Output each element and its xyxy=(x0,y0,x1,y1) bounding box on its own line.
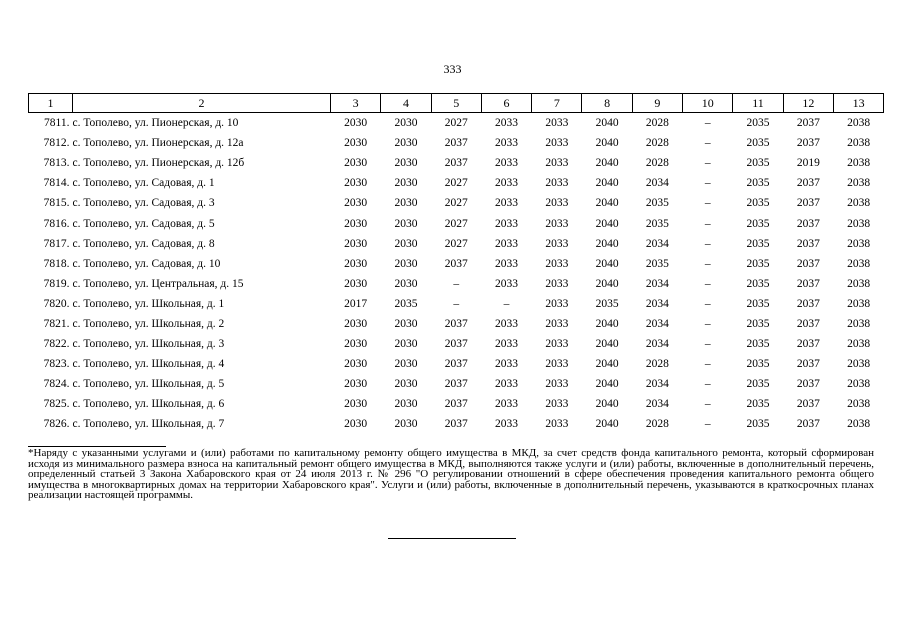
year-cell: 2038 xyxy=(847,257,871,270)
year-cell: 2030 xyxy=(344,177,368,190)
year-cell: 2040 xyxy=(595,117,619,130)
year-cell: 2035 xyxy=(645,197,669,210)
year-cell: 2030 xyxy=(394,117,418,130)
year-cell: 2030 xyxy=(344,277,368,290)
year-cell: 2033 xyxy=(545,157,569,170)
year-cell: 2037 xyxy=(444,157,468,170)
year-cell: 2035 xyxy=(645,217,669,230)
address-cell: с. Тополево, ул. Школьная, д. 3 xyxy=(72,338,225,351)
year-cell: 2038 xyxy=(847,177,871,190)
year-cell: – xyxy=(453,277,460,290)
year-cell: 2033 xyxy=(545,277,569,290)
table-row xyxy=(29,374,884,394)
address-cell: с. Тополево, ул. Садовая, д. 8 xyxy=(72,237,215,250)
year-cell: 2038 xyxy=(847,338,871,351)
year-cell: 2038 xyxy=(847,317,871,330)
year-cell: 2037 xyxy=(444,418,468,431)
year-cell: 2033 xyxy=(495,358,519,371)
address-cell: с. Тополево, ул. Школьная, д. 7 xyxy=(72,418,225,431)
year-cell: 2030 xyxy=(394,257,418,270)
year-cell: – xyxy=(704,177,711,190)
year-cell: 2038 xyxy=(847,418,871,431)
year-cell: 2027 xyxy=(444,117,468,130)
column-header: 11 xyxy=(733,94,783,113)
year-cell: – xyxy=(704,197,711,210)
year-cell: 2030 xyxy=(344,358,368,371)
year-cell: 2038 xyxy=(847,277,871,290)
year-cell: 2038 xyxy=(847,197,871,210)
end-divider xyxy=(388,538,516,539)
year-cell: 2033 xyxy=(495,197,519,210)
year-cell: 2030 xyxy=(344,157,368,170)
year-cell: 2035 xyxy=(746,338,770,351)
year-cell: 2033 xyxy=(495,157,519,170)
year-cell: 2033 xyxy=(545,117,569,130)
row-number-cell: 7822. xyxy=(43,338,70,351)
year-cell: 2035 xyxy=(746,157,770,170)
year-cell: 2040 xyxy=(595,137,619,150)
year-cell: – xyxy=(704,418,711,431)
page-number: 333 xyxy=(443,62,462,76)
year-cell: 2033 xyxy=(495,378,519,391)
table-row xyxy=(29,354,884,374)
year-cell: 2033 xyxy=(545,358,569,371)
year-cell: 2035 xyxy=(394,297,418,310)
year-cell: 2035 xyxy=(595,297,619,310)
column-header: 2 xyxy=(73,94,331,113)
year-cell: 2037 xyxy=(444,378,468,391)
year-cell: 2033 xyxy=(495,117,519,130)
year-cell: 2033 xyxy=(495,277,519,290)
row-number-cell: 7814. xyxy=(43,177,70,190)
year-cell: 2038 xyxy=(847,237,871,250)
year-cell: 2030 xyxy=(344,317,368,330)
year-cell: 2040 xyxy=(595,338,619,351)
year-cell: 2030 xyxy=(394,317,418,330)
table-row xyxy=(29,334,884,354)
address-cell: с. Тополево, ул. Пионерская, д. 12б xyxy=(72,157,245,170)
table-row xyxy=(29,173,884,193)
year-cell: 2034 xyxy=(645,297,669,310)
address-cell: с. Тополево, ул. Школьная, д. 6 xyxy=(72,398,225,411)
year-cell: 2019 xyxy=(796,157,820,170)
year-cell: 2038 xyxy=(847,297,871,310)
row-number-cell: 7824. xyxy=(43,378,70,391)
table-row xyxy=(29,414,884,434)
year-cell: 2030 xyxy=(344,137,368,150)
row-number-cell: 7812. xyxy=(43,137,70,150)
year-cell: 2037 xyxy=(444,257,468,270)
year-cell: 2035 xyxy=(746,217,770,230)
year-cell: 2038 xyxy=(847,157,871,170)
column-header: 10 xyxy=(683,94,733,113)
year-cell: 2033 xyxy=(545,177,569,190)
table-row xyxy=(29,213,884,233)
year-cell: 2035 xyxy=(746,137,770,150)
year-cell: 2038 xyxy=(847,137,871,150)
year-cell: – xyxy=(503,297,510,310)
year-cell: 2038 xyxy=(847,398,871,411)
year-cell: 2033 xyxy=(545,237,569,250)
year-cell: 2035 xyxy=(746,317,770,330)
year-cell: 2033 xyxy=(545,137,569,150)
year-cell: 2038 xyxy=(847,358,871,371)
footnote-text: *Наряду с указанными услугами и (или) работами по капитальному ремонту общего имущества в МКД, за счет средств фонда капитального ремонта, который сформирован исходя из минимального размера взноса на капитальный ремонт общего имущества в МКД, выполняются также услуги и (или) работы, включенные в дополнительный перечень, определенный статьей 3 Закона Хабаровского края от 24 июля 2013 г. № 296 "О регулировании отношений в сфере обеспечения проведения капитального ремонта общего имущества в многоквартирных домах на территории Хабаровского края". Услуги и (или) работы, включенные в дополнительный перечень, указываются в краткосрочных планах реализации настоящей программы. xyxy=(28,447,874,501)
column-header: 9 xyxy=(632,94,682,113)
year-cell: 2028 xyxy=(645,418,669,431)
row-number-cell: 7826. xyxy=(43,418,70,431)
year-cell: 2035 xyxy=(746,177,770,190)
table-header-row xyxy=(29,94,884,113)
year-cell: 2037 xyxy=(796,317,820,330)
year-cell: 2040 xyxy=(595,317,619,330)
address-cell: с. Тополево, ул. Садовая, д. 5 xyxy=(72,217,215,230)
year-cell: 2034 xyxy=(645,378,669,391)
year-cell: 2030 xyxy=(344,338,368,351)
year-cell: 2037 xyxy=(796,137,820,150)
address-cell: с. Тополево, ул. Садовая, д. 10 xyxy=(72,257,221,270)
year-cell: 2038 xyxy=(847,378,871,391)
year-cell: 2035 xyxy=(746,117,770,130)
year-cell: 2040 xyxy=(595,358,619,371)
year-cell: 2033 xyxy=(495,137,519,150)
year-cell: – xyxy=(704,217,711,230)
table-row xyxy=(29,294,884,314)
year-cell: 2033 xyxy=(545,317,569,330)
year-cell: 2030 xyxy=(394,277,418,290)
year-cell: 2037 xyxy=(796,237,820,250)
year-cell: 2033 xyxy=(545,217,569,230)
year-cell: 2037 xyxy=(444,338,468,351)
table-row xyxy=(29,254,884,274)
year-cell: 2034 xyxy=(645,277,669,290)
column-header: 8 xyxy=(582,94,632,113)
year-cell: 2037 xyxy=(796,257,820,270)
column-header: 6 xyxy=(481,94,531,113)
year-cell: 2030 xyxy=(394,177,418,190)
column-header: 4 xyxy=(381,94,431,113)
year-cell: 2028 xyxy=(645,358,669,371)
table-row xyxy=(29,314,884,334)
year-cell: – xyxy=(704,297,711,310)
year-cell: 2040 xyxy=(595,398,619,411)
year-cell: – xyxy=(704,398,711,411)
year-cell: 2030 xyxy=(394,197,418,210)
year-cell: 2028 xyxy=(645,157,669,170)
year-cell: 2037 xyxy=(796,378,820,391)
year-cell: 2040 xyxy=(595,257,619,270)
year-cell: 2027 xyxy=(444,217,468,230)
year-cell: 2040 xyxy=(595,217,619,230)
table-row xyxy=(29,113,884,134)
table-row xyxy=(29,153,884,173)
row-number-cell: 7825. xyxy=(43,398,70,411)
year-cell: – xyxy=(704,378,711,391)
year-cell: 2030 xyxy=(394,418,418,431)
year-cell: 2035 xyxy=(746,358,770,371)
table-body xyxy=(29,113,884,435)
year-cell: 2030 xyxy=(394,398,418,411)
year-cell: 2030 xyxy=(344,197,368,210)
year-cell: 2030 xyxy=(344,418,368,431)
year-cell: 2033 xyxy=(495,338,519,351)
year-cell: 2037 xyxy=(796,177,820,190)
year-cell: 2030 xyxy=(344,257,368,270)
year-cell: 2035 xyxy=(746,378,770,391)
year-cell: 2038 xyxy=(847,117,871,130)
year-cell: – xyxy=(704,338,711,351)
table-row xyxy=(29,193,884,213)
year-cell: 2035 xyxy=(746,277,770,290)
year-cell: 2037 xyxy=(796,398,820,411)
year-cell: 2034 xyxy=(645,338,669,351)
year-cell: 2037 xyxy=(444,137,468,150)
year-cell: 2037 xyxy=(796,277,820,290)
year-cell: 2030 xyxy=(344,237,368,250)
year-cell: 2037 xyxy=(796,338,820,351)
year-cell: 2037 xyxy=(796,217,820,230)
year-cell: 2037 xyxy=(444,317,468,330)
table-row xyxy=(29,274,884,294)
year-cell: – xyxy=(704,317,711,330)
year-cell: 2037 xyxy=(796,197,820,210)
column-header: 5 xyxy=(431,94,481,113)
row-number-cell: 7819. xyxy=(43,277,70,290)
year-cell: 2030 xyxy=(394,338,418,351)
year-cell: 2028 xyxy=(645,137,669,150)
row-number-cell: 7818. xyxy=(43,257,70,270)
year-cell: 2037 xyxy=(444,398,468,411)
year-cell: 2035 xyxy=(746,297,770,310)
year-cell: – xyxy=(704,257,711,270)
year-cell: 2035 xyxy=(746,197,770,210)
year-cell: 2033 xyxy=(495,398,519,411)
column-header: 7 xyxy=(532,94,582,113)
address-cell: с. Тополево, ул. Садовая, д. 1 xyxy=(72,177,215,190)
year-cell: 2033 xyxy=(495,177,519,190)
address-cell: с. Тополево, ул. Школьная, д. 2 xyxy=(72,317,225,330)
year-cell: 2027 xyxy=(444,177,468,190)
year-cell: 2040 xyxy=(595,177,619,190)
year-cell: 2040 xyxy=(595,197,619,210)
year-cell: 2037 xyxy=(796,117,820,130)
row-number-cell: 7813. xyxy=(43,157,70,170)
year-cell: 2033 xyxy=(545,378,569,391)
repair-schedule-table xyxy=(28,93,884,435)
year-cell: 2035 xyxy=(645,257,669,270)
address-cell: с. Тополево, ул. Пионерская, д. 12а xyxy=(72,137,244,150)
year-cell: – xyxy=(704,237,711,250)
year-cell: 2040 xyxy=(595,418,619,431)
year-cell: 2028 xyxy=(645,117,669,130)
year-cell: 2034 xyxy=(645,177,669,190)
year-cell: 2034 xyxy=(645,398,669,411)
address-cell: с. Тополево, ул. Садовая, д. 3 xyxy=(72,197,215,210)
year-cell: 2033 xyxy=(545,398,569,411)
year-cell: 2040 xyxy=(595,157,619,170)
year-cell: 2017 xyxy=(344,297,368,310)
year-cell: 2034 xyxy=(645,237,669,250)
year-cell: – xyxy=(704,277,711,290)
row-number-cell: 7820. xyxy=(43,297,70,310)
year-cell: 2030 xyxy=(344,378,368,391)
year-cell: 2035 xyxy=(746,418,770,431)
year-cell: 2033 xyxy=(545,197,569,210)
table-row xyxy=(29,133,884,153)
year-cell: 2040 xyxy=(595,277,619,290)
year-cell: 2033 xyxy=(545,338,569,351)
row-number-cell: 7817. xyxy=(43,237,70,250)
year-cell: 2027 xyxy=(444,237,468,250)
year-cell: 2037 xyxy=(796,358,820,371)
year-cell: 2030 xyxy=(394,378,418,391)
column-header: 12 xyxy=(783,94,833,113)
year-cell: 2037 xyxy=(796,418,820,431)
year-cell: 2033 xyxy=(495,418,519,431)
year-cell: – xyxy=(704,358,711,371)
year-cell: 2035 xyxy=(746,237,770,250)
year-cell: 2033 xyxy=(495,237,519,250)
table-row xyxy=(29,394,884,414)
year-cell: 2030 xyxy=(394,237,418,250)
year-cell: 2035 xyxy=(746,257,770,270)
year-cell: 2030 xyxy=(394,358,418,371)
year-cell: – xyxy=(704,137,711,150)
year-cell: 2040 xyxy=(595,237,619,250)
address-cell: с. Тополево, ул. Центральная, д. 15 xyxy=(72,277,244,290)
row-number-cell: 7811. xyxy=(44,117,70,130)
year-cell: 2040 xyxy=(595,378,619,391)
address-cell: с. Тополево, ул. Пионерская, д. 10 xyxy=(72,117,239,130)
year-cell: – xyxy=(453,297,460,310)
year-cell: 2035 xyxy=(746,398,770,411)
column-header: 13 xyxy=(833,94,883,113)
year-cell: – xyxy=(704,117,711,130)
year-cell: 2034 xyxy=(645,317,669,330)
address-cell: с. Тополево, ул. Школьная, д. 4 xyxy=(72,358,225,371)
row-number-cell: 7823. xyxy=(43,358,70,371)
year-cell: 2030 xyxy=(394,217,418,230)
year-cell: 2033 xyxy=(545,257,569,270)
year-cell: 2030 xyxy=(394,157,418,170)
year-cell: – xyxy=(704,157,711,170)
year-cell: 2033 xyxy=(495,317,519,330)
year-cell: 2030 xyxy=(394,137,418,150)
column-header: 1 xyxy=(29,94,73,113)
year-cell: 2030 xyxy=(344,217,368,230)
row-number-cell: 7821. xyxy=(43,317,70,330)
year-cell: 2030 xyxy=(344,398,368,411)
year-cell: 2027 xyxy=(444,197,468,210)
year-cell: 2033 xyxy=(545,418,569,431)
year-cell: 2038 xyxy=(847,217,871,230)
year-cell: 2033 xyxy=(495,257,519,270)
address-cell: с. Тополево, ул. Школьная, д. 5 xyxy=(72,378,225,391)
year-cell: 2037 xyxy=(444,358,468,371)
year-cell: 2030 xyxy=(344,117,368,130)
year-cell: 2037 xyxy=(796,297,820,310)
table-row xyxy=(29,234,884,254)
year-cell: 2033 xyxy=(545,297,569,310)
address-cell: с. Тополево, ул. Школьная, д. 1 xyxy=(72,297,225,310)
row-number-cell: 7816. xyxy=(43,217,70,230)
year-cell: 2033 xyxy=(495,217,519,230)
row-number-cell: 7815. xyxy=(43,197,70,210)
column-header: 3 xyxy=(331,94,381,113)
